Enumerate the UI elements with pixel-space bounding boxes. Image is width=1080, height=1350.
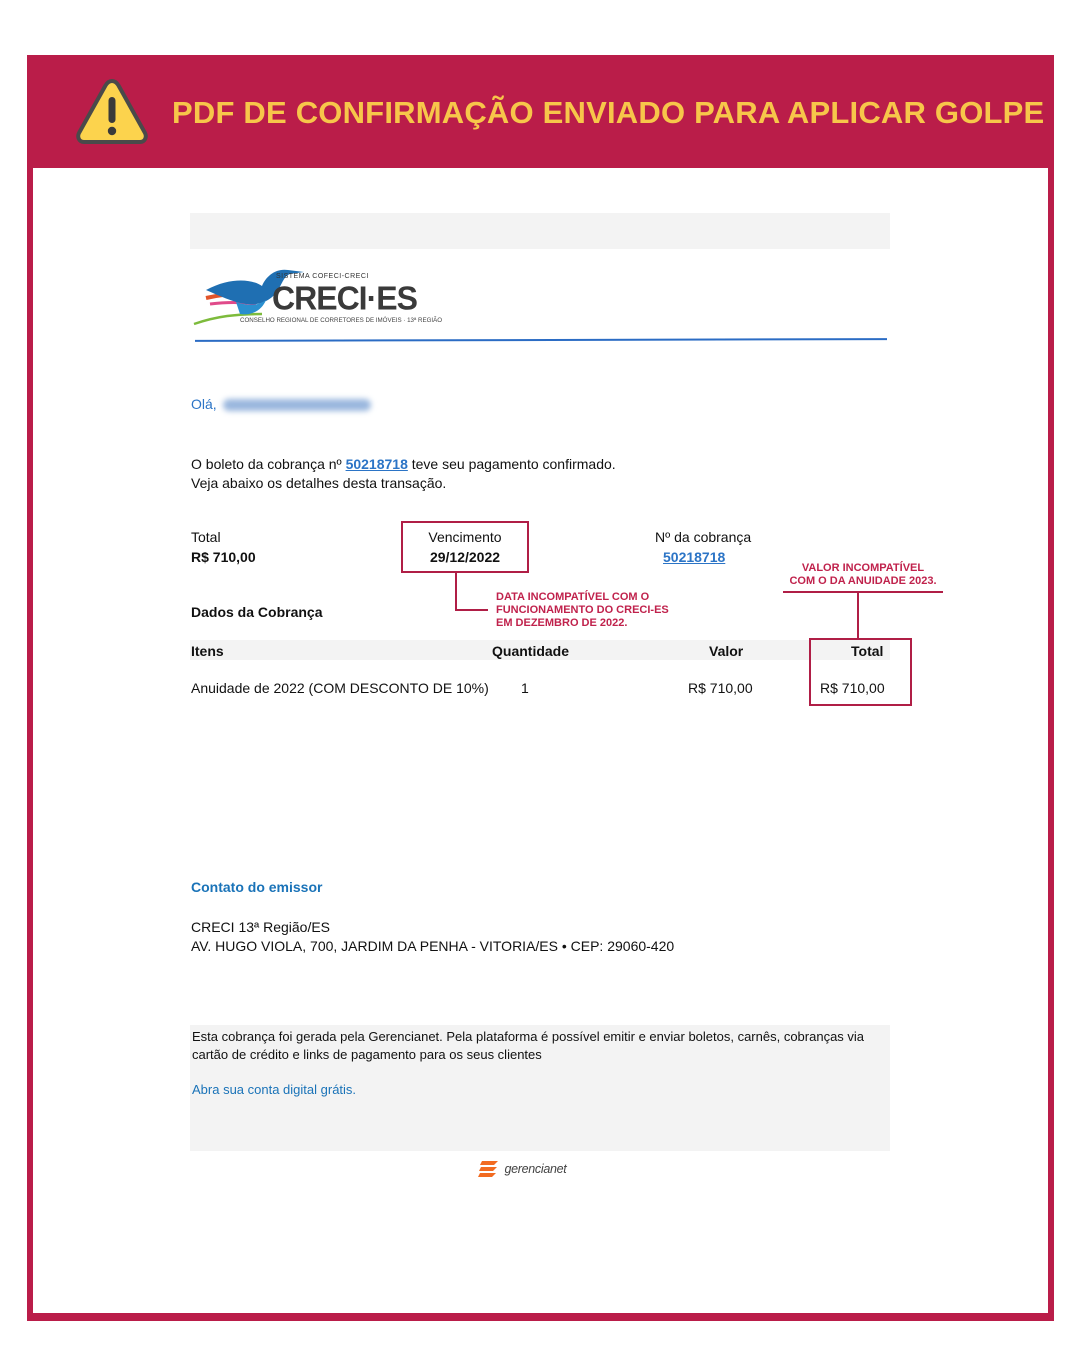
greeting [191,396,371,412]
warning-triangle-icon [75,77,149,145]
number-label: Nº da cobrança [655,529,752,545]
warning-banner [27,55,1054,168]
col-header-items: Itens [191,643,224,659]
col-header-value: Valor [709,643,744,659]
date-annotation-line1: DATA INCOMPATÍVEL COM O [496,591,650,603]
value-annotation-underline [783,591,943,593]
date-annotation-connector [455,573,457,611]
due-label: Vencimento [428,529,502,545]
contact-line2: AV. HUGO VIOLA, 700, JARDIM DA PENHA - VITORIA/ES • CEP: 29060-420 [191,938,675,954]
row-item: Anuidade de 2022 (COM DESCONTO DE 10%) [191,680,489,696]
confirmation-message [191,455,616,493]
col-header-total: Total [851,643,884,659]
greeting-text: Olá, [191,396,217,412]
total-value: R$ 710,00 [191,549,256,565]
number-value-link[interactable]: 50218718 [663,549,726,565]
date-annotation-line3: EM DEZEMBRO DE 2022. [496,617,628,629]
creci-logo [192,264,443,330]
row-quantity: 1 [521,680,529,696]
message-line2: Veja abaixo os detalhes desta transação. [191,475,447,491]
total-label: Total [191,529,221,545]
date-annotation-connector-h [455,609,488,611]
header-gray-bar [190,213,890,249]
due-value: 29/12/2022 [429,549,501,565]
invoice-number-link[interactable]: 50218718 [345,456,408,472]
row-value: R$ 710,00 [688,680,753,696]
gerencianet-brand-text: gerencianet [504,1162,567,1177]
logo-system-text: SISTEMA COFECI-CRECI [276,273,369,280]
open-account-link[interactable]: Abra sua conta digital grátis. [192,1082,357,1097]
logo-name: CRECI·ES [272,279,417,317]
message-prefix: O boleto da cobrança nº [191,456,342,472]
contact-line1: CRECI 13ª Região/ES [191,919,331,935]
gerencianet-logo-icon [478,1159,500,1179]
message-suffix: teve seu pagamento confirmado. [411,456,616,472]
row-total: R$ 710,00 [820,680,885,696]
gerencianet-logo [478,1159,566,1179]
contact-title: Contato do emissor [191,879,323,895]
blurred-recipient-name [223,399,371,411]
logo-subtitle: CONSELHO REGIONAL DE CORRETORES DE IMÓVEIS · 13ª REGIÃO [240,317,443,324]
value-annotation-line1: VALOR INCOMPATÍVEL [801,562,925,574]
col-header-quantity: Quantidade [492,643,570,659]
banner-title: PDF DE CONFIRMAÇÃO ENVIADO PARA APLICAR GOLPE [172,95,1045,130]
footer-text: Esta cobrança foi gerada pela Gerencianet. Pela plataforma é possível emitir e enviar boletos, carnês, cobranças via cartão de crédito e links de pagamento para os seus clientes [192,1029,865,1062]
details-title: Dados da Cobrança [191,604,323,620]
value-annotation [783,562,943,588]
value-annotation-connector [857,592,859,638]
date-annotation [496,591,669,630]
value-annotation-line2: COM O DA ANUIDADE 2023. [789,575,937,587]
date-annotation-line2: FUNCIONAMENTO DO CRECI-ES [496,604,669,616]
